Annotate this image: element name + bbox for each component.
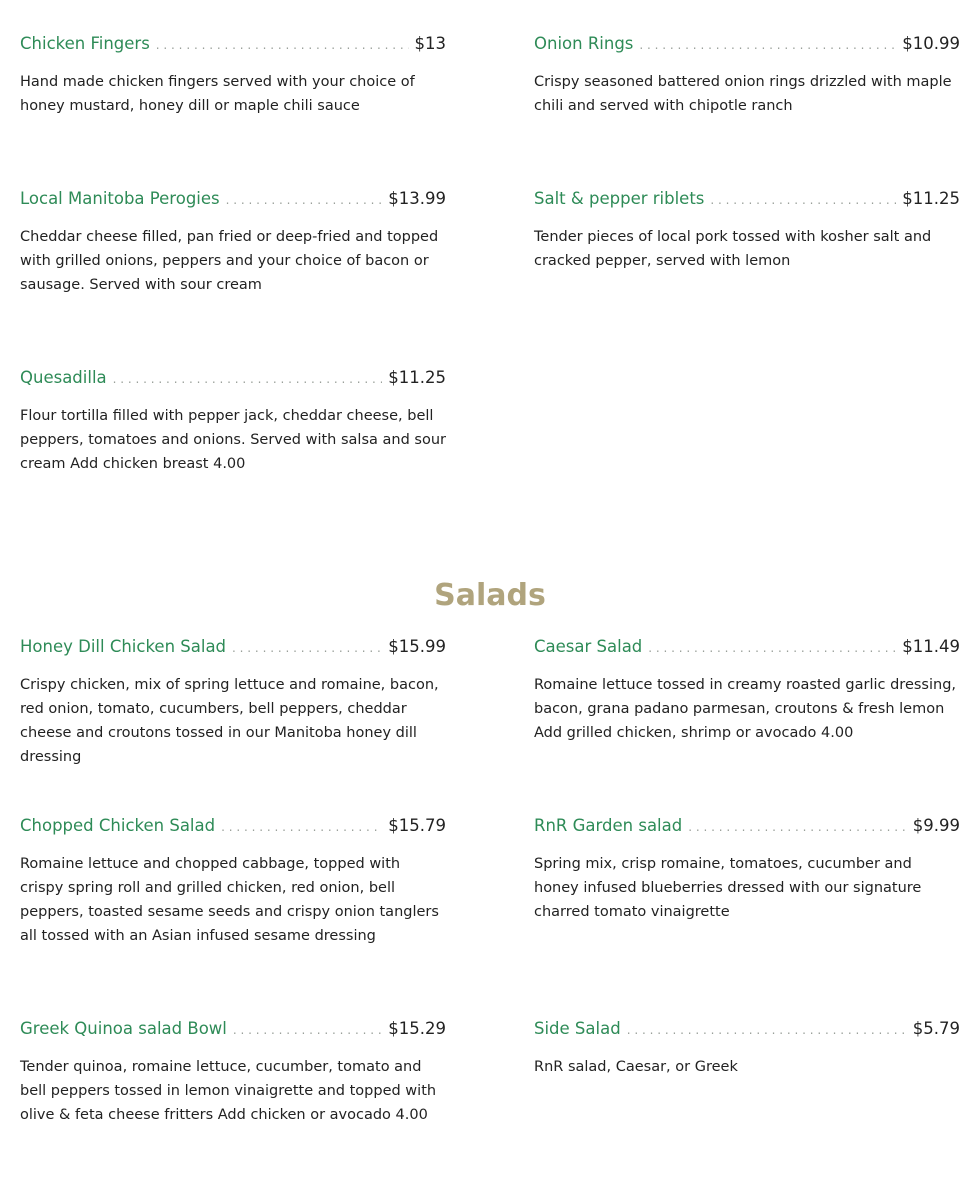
menu-item-description: Spring mix, crisp romaine, tomatoes, cucumber and honey infused blueberries dressed with our signature charred tomato vinaigrette — [534, 856, 922, 920]
menu-item-quesadilla — [20, 368, 446, 476]
menu-item-name: Side Salad — [534, 1019, 621, 1038]
menu-item-name: Local Manitoba Perogies — [20, 189, 220, 208]
dot-leader — [113, 372, 383, 386]
menu-item-onion-rings — [534, 34, 960, 118]
menu-item-honey-dill-chicken-salad — [20, 637, 446, 769]
menu-item-name: RnR Garden salad — [534, 816, 683, 835]
menu-item-price: $11.25 — [388, 368, 446, 387]
menu-item-description: Tender pieces of local pork tossed with kosher salt and cracked pepper, served with lemon — [534, 229, 932, 269]
menu-item-description: Crispy seasoned battered onion rings drizzled with maple chili and served with chipotle ranch — [534, 74, 952, 114]
menu-item-price: $5.79 — [912, 1019, 960, 1038]
menu-item-description: RnR salad, Caesar, or Greek — [534, 1059, 738, 1075]
menu-item-description: Crispy chicken, mix of spring lettuce and romaine, bacon, red onion, tomato, cucumbers, bell peppers, cheddar cheese and croutons tossed in our Manitoba honey dill dressing — [20, 677, 439, 765]
menu-item-name: Quesadilla — [20, 368, 107, 387]
menu-item-name: Caesar Salad — [534, 637, 643, 656]
menu-item-price: $15.99 — [388, 637, 446, 656]
dot-leader — [233, 1023, 382, 1037]
menu-item-price: $13.99 — [388, 189, 446, 208]
menu-item-price: $9.99 — [912, 816, 960, 835]
menu-item-description: Flour tortilla filled with pepper jack, cheddar cheese, bell peppers, tomatoes and onions. Served with salsa and sour cream Add chicken breast 4.00 — [20, 408, 446, 472]
menu-item-side-salad — [534, 1019, 960, 1079]
dot-leader — [639, 38, 896, 52]
dot-leader — [627, 1023, 907, 1037]
menu-item-name: Honey Dill Chicken Salad — [20, 637, 227, 656]
menu-item-name: Onion Rings — [534, 34, 634, 53]
dot-leader — [156, 38, 409, 52]
dot-leader — [648, 641, 896, 655]
menu-item-price: $11.25 — [902, 189, 960, 208]
menu-item-name: Salt & pepper riblets — [534, 189, 705, 208]
menu-item-garden-salad — [534, 816, 960, 924]
menu-item-name: Greek Quinoa salad Bowl — [20, 1019, 227, 1038]
menu-item-greek-quinoa-salad — [20, 1019, 446, 1127]
menu-item-description: Hand made chicken fingers served with your choice of honey mustard, honey dill or maple chili sauce — [20, 74, 415, 114]
menu-item-description: Tender quinoa, romaine lettuce, cucumber, tomato and bell peppers tossed in lemon vinaigrette and topped with olive & feta cheese fritters Add chicken or avocado 4.00 — [20, 1059, 437, 1123]
dot-leader — [232, 641, 382, 655]
dot-leader — [710, 193, 896, 207]
menu-item-name: Chicken Fingers — [20, 34, 150, 53]
menu-item-description: Romaine lettuce tossed in creamy roasted garlic dressing, bacon, grana padano parmesan, croutons & fresh lemon Add grilled chicken, shrimp or avocado 4.00 — [534, 677, 957, 741]
menu-item-caesar-salad — [534, 637, 960, 745]
menu-item-chicken-fingers — [20, 34, 446, 118]
dot-leader — [226, 193, 383, 207]
menu-item-price: $13 — [414, 34, 446, 53]
menu-item-price: $11.49 — [902, 637, 960, 656]
menu-item-price: $15.79 — [388, 816, 446, 835]
menu-item-riblets — [534, 189, 960, 273]
section-title-salads: Salads — [434, 578, 546, 613]
menu-item-price: $15.29 — [388, 1019, 446, 1038]
menu-item-name: Chopped Chicken Salad — [20, 816, 216, 835]
menu-item-perogies — [20, 189, 446, 297]
menu-item-description: Cheddar cheese filled, pan fried or deep-fried and topped with grilled onions, peppers and your choice of bacon or sausage. Served with sour cream — [20, 229, 439, 293]
menu-item-chopped-chicken-salad — [20, 816, 446, 948]
menu-item-description: Romaine lettuce and chopped cabbage, topped with crispy spring roll and grilled chicken, red onion, bell peppers, toasted sesame seeds and crispy onion tanglers all tossed with an Asian infused sesame dressing — [20, 856, 439, 944]
dot-leader — [221, 820, 382, 834]
menu-item-price: $10.99 — [902, 34, 960, 53]
dot-leader — [688, 820, 907, 834]
